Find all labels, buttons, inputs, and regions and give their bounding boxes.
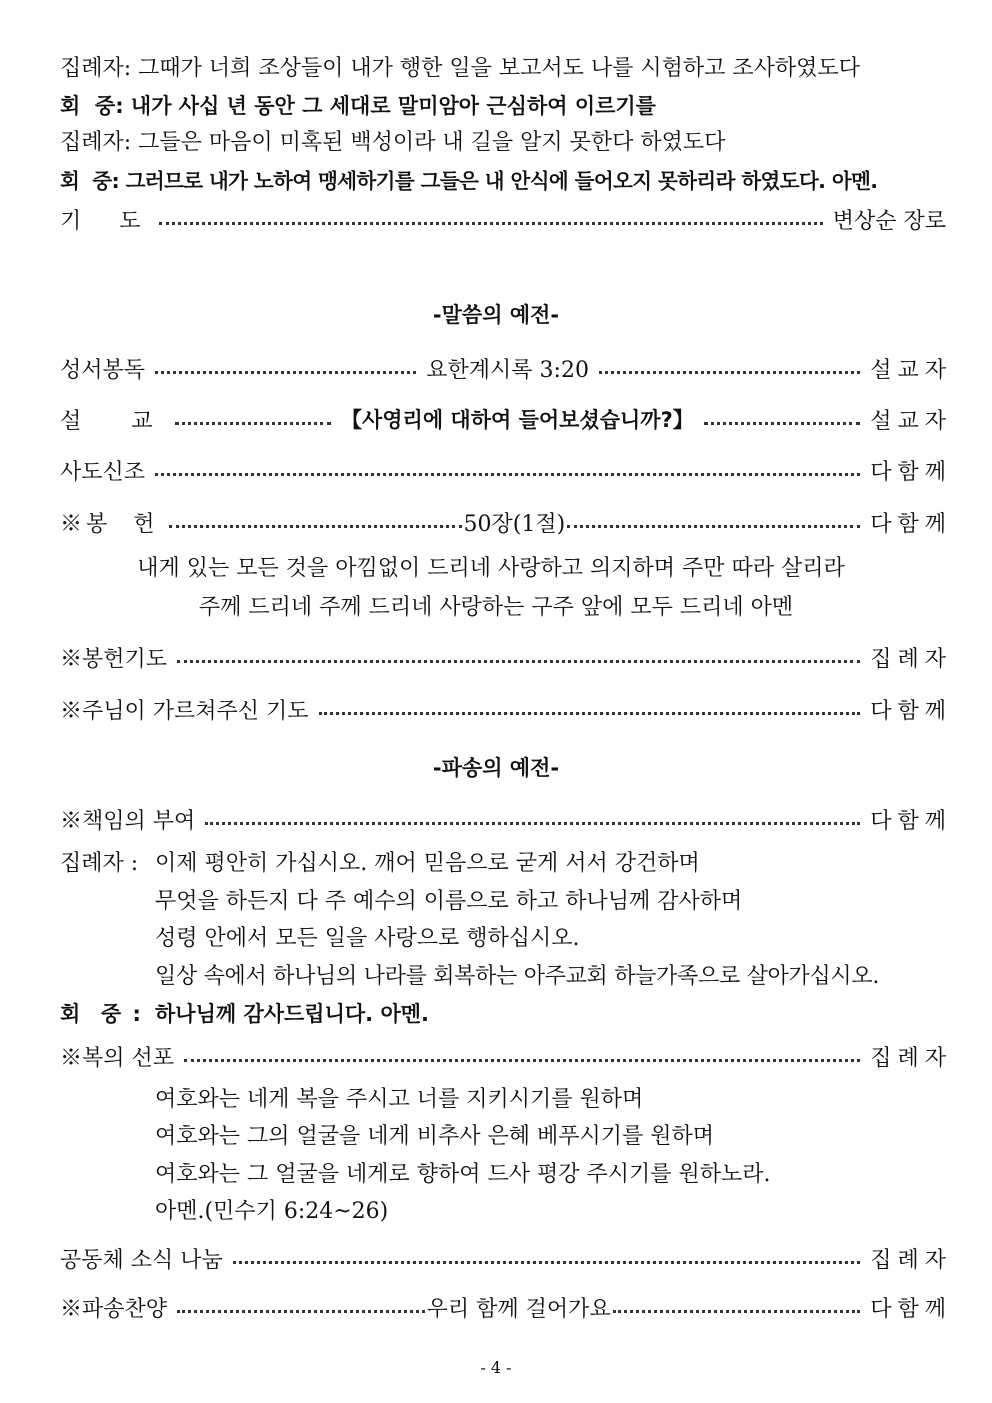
lords-prayer-row: [60, 693, 952, 725]
page-number: - 4 -: [480, 1358, 512, 1377]
sending-hymn-row: [60, 1291, 953, 1323]
leader-dots: [169, 525, 462, 528]
leader-dots: [599, 371, 860, 374]
hymn-lyric-line: 주께 드리네 주께 드리네 사랑하는 구주 앞에 모두 드리네 아멘: [198, 595, 794, 620]
creed-label: 사도신조: [60, 459, 146, 485]
responsive-line-1: [60, 54, 946, 84]
commission-row: [60, 803, 952, 835]
commission-label: ※책임의 부여: [60, 808, 196, 834]
reading-passage: 요한계시록 3:20: [426, 357, 589, 383]
responsive-text: 그때가 너희 조상들이 내가 행한 일을 보고서도 나를 시험하고 조사하였도다: [138, 56, 860, 81]
congregation-response: [60, 999, 946, 1029]
benediction-text: 여호와는 네게 복을 주시고 너를 지키시기를 원하며: [155, 1087, 644, 1112]
leader-dots: [184, 1059, 860, 1062]
prayer-row: [60, 203, 946, 235]
offering-prayer-row: [60, 641, 952, 673]
benediction-text: 아멘.(민수기 6:24~26): [155, 1199, 389, 1224]
benediction-row: [60, 1040, 952, 1072]
benediction-text: 여호와는 그 얼굴을 네게로 향하여 드사 평강 주시기를 원하노라.: [155, 1162, 771, 1187]
reading-leader: 설교자: [870, 357, 953, 383]
responsive-line-4: [60, 166, 946, 196]
community-news-row: [60, 1242, 952, 1274]
leader-dots: [177, 1310, 425, 1313]
speaker-leader: 집례자 :: [60, 851, 139, 876]
offering-hymn: 50장(1절): [463, 511, 566, 537]
commission-text: 이제 평안히 가십시오. 깨어 믿음으로 굳게 서서 강건하며: [155, 851, 700, 876]
sermon-title: 【사영리에 대하여 들어보셨습니까?】: [340, 408, 694, 432]
scripture-reading-row: [60, 352, 953, 384]
lords-prayer-leader: 다함께: [870, 698, 952, 724]
sending-hymn-title: 우리 함께 걸어가요: [426, 1296, 611, 1322]
responsive-text: 그들은 마음이 미혹된 백성이라 내 길을 알지 못한다 하였도다: [138, 130, 726, 155]
section-heading-word: -말씀의 예전-: [432, 303, 560, 327]
offering-label: ※봉 헌: [60, 511, 159, 537]
leader-dots: [177, 660, 860, 663]
leader-dots: [319, 712, 861, 715]
offering-prayer-label: ※봉헌기도: [60, 646, 168, 672]
commission-text: 일상 속에서 하나님의 나라를 회복하는 아주교회 하늘가족으로 살아가십시오.: [155, 964, 880, 989]
prayer-label: 기 도: [60, 208, 149, 234]
speaker-leader: 집례자:: [60, 56, 132, 81]
speaker-congregation: 회 중:: [60, 94, 124, 118]
speaker-leader: 집례자:: [60, 130, 132, 155]
commission-leader: 다함께: [870, 808, 952, 834]
speaker-congregation: 회 중 :: [60, 1002, 143, 1026]
leader-dots: [155, 473, 860, 476]
responsive-text: 그러므로 내가 노하여 맹세하기를 그들은 내 안식에 들어오지 못하리라 하였도다. 아멘.: [125, 169, 878, 193]
news-label: 공동체 소식 나눔: [60, 1247, 223, 1273]
reading-label: 성서봉독: [60, 357, 146, 383]
creed-row: [60, 454, 952, 486]
response-text: 하나님께 감사드립니다. 아멘.: [155, 1002, 430, 1026]
responsive-text: 내가 사십 년 동안 그 세대로 말미암아 근심하여 이르기를: [130, 94, 656, 118]
offering-row: [60, 506, 952, 538]
sending-hymn-leader: 다함께: [870, 1296, 953, 1322]
leader-dots: [175, 422, 331, 425]
creed-leader: 다함께: [870, 459, 952, 485]
leader-dots: [159, 222, 823, 225]
offering-prayer-leader: 집례자: [870, 646, 952, 672]
speaker-congregation: 회 중:: [60, 169, 120, 193]
offering-leader: 다함께: [870, 511, 952, 537]
lords-prayer-label: ※주님이 가르쳐주신 기도: [60, 698, 309, 724]
benediction-text: 여호와는 그의 얼굴을 네게 비추사 은혜 베푸시기를 원하며: [155, 1124, 715, 1149]
leader-dots: [155, 371, 416, 374]
benediction-label: ※복의 선포: [60, 1045, 175, 1071]
leader-dots: [233, 1261, 860, 1264]
responsive-line-2: [60, 91, 946, 121]
sermon-row: [60, 403, 953, 435]
section-heading-sending: -파송의 예전-: [432, 756, 560, 780]
prayer-leader: 변상순 장로: [832, 208, 946, 234]
commission-text: 무엇을 하든지 다 주 예수의 이름으로 하고 하나님께 감사하며: [155, 889, 743, 914]
responsive-line-3: [60, 128, 946, 158]
sending-hymn-label: ※파송찬양: [60, 1296, 168, 1322]
hymn-lyric-line: 내게 있는 모든 것을 아낌없이 드리네 사랑하고 의지하며 주만 따라 살리라: [137, 556, 845, 581]
commission-text-line: [60, 849, 946, 879]
sermon-leader: 설교자: [870, 408, 953, 434]
benediction-leader: 집례자: [870, 1045, 952, 1071]
sermon-label: 설 교: [60, 408, 165, 434]
news-leader: 집례자: [870, 1247, 952, 1273]
leader-dots: [704, 422, 860, 425]
commission-text: 성령 안에서 모든 일을 사랑으로 행하십시오.: [155, 926, 580, 951]
leader-dots: [567, 525, 860, 528]
leader-dots: [613, 1310, 861, 1313]
leader-dots: [205, 822, 860, 825]
